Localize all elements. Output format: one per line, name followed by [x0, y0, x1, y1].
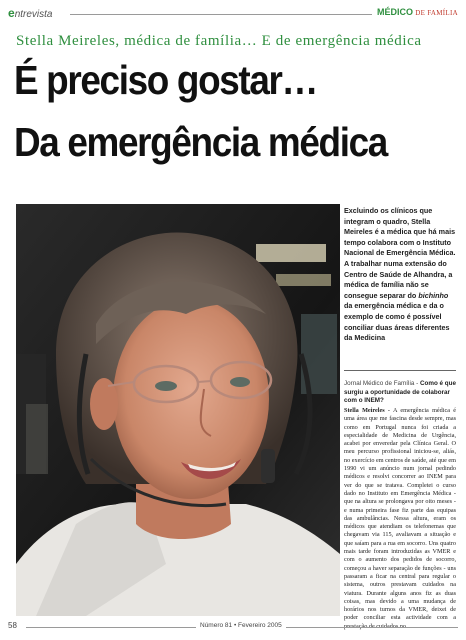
answer-text: A emergência médica é uma área que me fascina desde sempre, mas como em Portugal nunca foi criada a especialidade de Medicina de Urgência, acabei por enveredar pela Clínica Geral. O meu percurso profissional iniciou-se, aliás, no exercício em centros de saúde, até que em 1990 vi um anúncio num jornal pedindo médicos e resolvi concorrer ao INEM para ver do que se tratava. Completei o curso dado no Instituto em Emergência Médica - que na altura se prolongava por oito meses - e numa primeira fase fiz parte das equipas das ambulâncias. Nessa altura, eram os médicos que atendiam os telefonemas que chegavam via 115, avaliavam a situação e que saíam para a rua em socorro. Uns quatro mais tarde foram introduzidas as VMER e com o aumento dos pedidos de socorro, começou a haver separação de funções - uns passaram a ficar na central para regular o sistema, outros prestavam cuidados na viatura. Durante alguns anos fiz as duas coisas, mas devido a uma mudança de horários nos turnos da VMER, deixei de poder conciliar esta actividade com a prestação de cuidados no: [344, 407, 456, 630]
page-footer: [8, 621, 458, 633]
headline-line-1: É preciso gostar…: [14, 57, 318, 103]
intro-text-end: da emergência médica e da o exemplo de como é possível conciliar duas áreas diferentes da Medicina: [344, 301, 450, 343]
answer-speaker: Stella Meireles -: [344, 407, 390, 414]
question-text: Como é que surgiu a oportunidade de colaborar com o INEM?: [344, 380, 456, 405]
magazine-name-sub: DE FAMÍLIA: [415, 9, 458, 17]
intro-lead: [344, 206, 456, 344]
kicker: Stella Meireles, médica de família… E de emergência médica: [16, 33, 422, 49]
column-divider: [344, 370, 456, 371]
header-rule: [70, 14, 372, 15]
intro-em: bichinho: [418, 290, 449, 300]
intro-text: Excluindo os clínicos que integram o quadro, Stella Meireles é a médica que há mais tempo colabora com o Instituto Nacional de Emergência Médica. A trabalhar numa extensão do Centro de Saúde de Alhandra, a médica de família não se consegue separar do: [344, 206, 456, 300]
portrait-photo: [16, 204, 340, 616]
question-asker: Jornal Médico de Família -: [344, 380, 419, 387]
page-number: 58: [8, 621, 17, 630]
page-header: [8, 6, 458, 20]
issue-info: Número 81 • Fevereiro 2005: [196, 622, 286, 629]
section-rest: ntrevista: [14, 9, 53, 20]
magazine-name-main: MÉDICO: [377, 7, 414, 17]
interview-question: [344, 380, 456, 406]
section-initial: e: [8, 6, 15, 20]
headline-line-2: Da emergência médica: [14, 119, 387, 165]
magazine-name: [377, 7, 458, 17]
interview-answer: [344, 407, 456, 630]
section-label: [8, 6, 52, 20]
